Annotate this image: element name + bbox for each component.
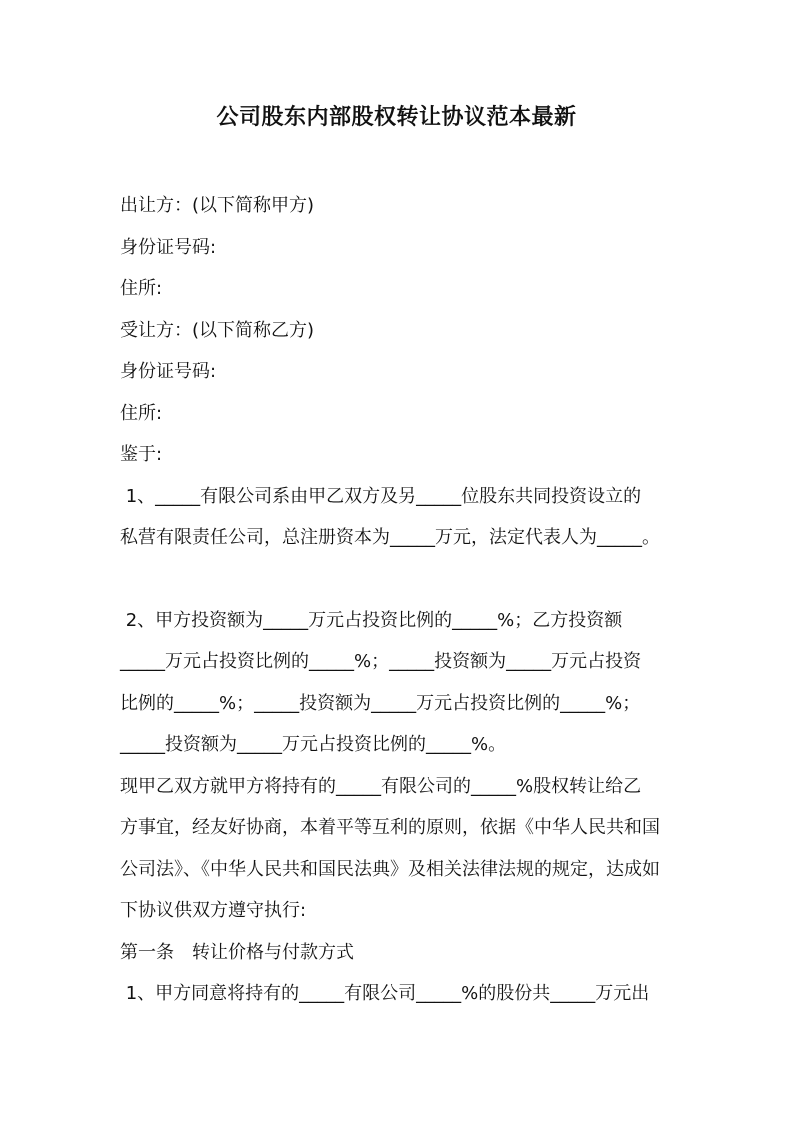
text-line-transferee-id: 身份证号码: — [120, 361, 217, 382]
text-line-transferee: 受让方：(以下简称乙方) — [120, 319, 315, 341]
text-line-clause-2a: 2、甲方投资额为_____万元占投资比例的_____%；乙方投资额 — [120, 609, 623, 631]
text-line-clause-1a: 1、_____有限公司系由甲乙双方及另_____位股东共同投资设立的 — [120, 485, 642, 507]
text-line-transferor: 出让方：(以下简称甲方) — [120, 195, 315, 216]
text-line-transferor-address: 住所: — [120, 278, 163, 299]
text-line-clause-1b: 私营有限责任公司，总注册资本为_____万元，法定代表人为_____。 — [120, 527, 660, 548]
text-line-clause-2c: 比例的_____%；_____投资额为_____万元占投资比例的_____%； — [120, 692, 641, 714]
text-line-clause-2b: _____万元占投资比例的_____%；_____投资额为_____万元占投资 — [120, 651, 642, 672]
text-line-preamble-c: 公司法》、《中华人民共和国民法典》及相关法律法规的规定，达成如 — [120, 858, 660, 880]
document-body — [120, 185, 680, 1015]
text-line-preamble-a: 现甲乙双方就甲方将持有的_____有限公司的_____%股权转让给乙 — [120, 775, 642, 797]
text-line-whereas: 鉴于: — [120, 444, 163, 465]
text-line-transferor-id: 身份证号码: — [120, 236, 217, 258]
paragraph-gap — [120, 559, 680, 600]
text-line-article-1-item-1: 1、甲方同意将持有的_____有限公司_____%的股份共_____万元出 — [120, 983, 650, 1004]
article-1-heading: 第一条 转让价格与付款方式 — [120, 941, 354, 963]
document-title: 公司股东内部股权转让协议范本最新 — [216, 105, 577, 130]
text-line-clause-2d: _____投资额为_____万元占投资比例的_____%。 — [120, 734, 507, 755]
text-line-preamble-b: 方事宜，经友好协商，本着平等互利的原则，依据《中华人民共和国 — [120, 817, 660, 838]
text-line-transferee-address: 住所: — [120, 402, 163, 424]
text-line-preamble-d: 下协议供双方遵守执行: — [120, 900, 307, 921]
